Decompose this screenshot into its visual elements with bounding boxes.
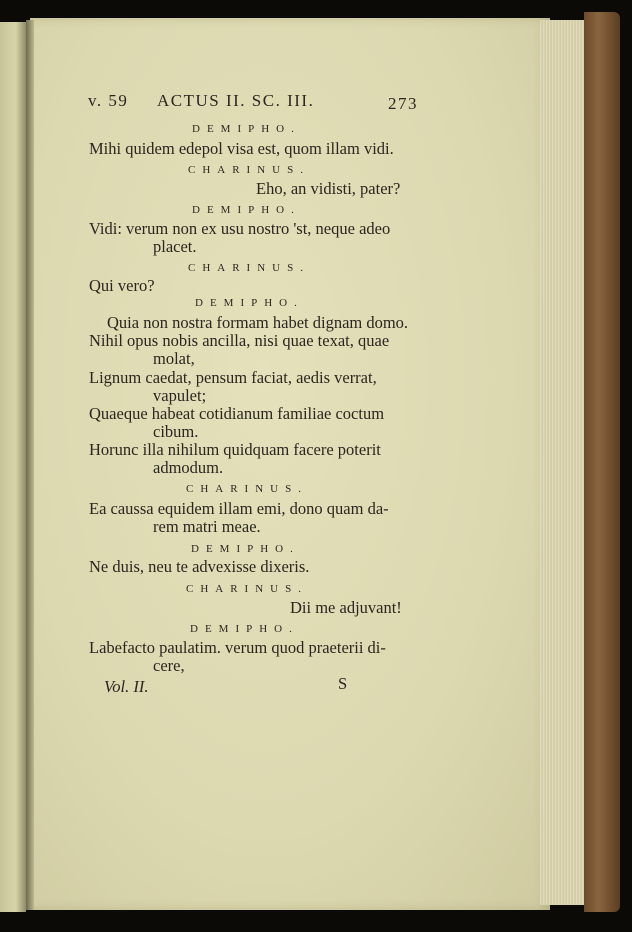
verse-line: admodum. — [153, 458, 224, 477]
speaker-label: DEMIPHO. — [190, 623, 299, 635]
verse-line: Lignum caedat, pensum faciat, aedis verrat, — [89, 368, 377, 387]
verse-line: placet. — [153, 237, 197, 256]
verse-line: Horunc illa nihilum quidquam facere poterit — [89, 440, 381, 459]
speaker-label: DEMIPHO. — [195, 297, 304, 309]
verse-number: v. 59 — [88, 91, 129, 110]
page-title: ACTUS II. SC. III. — [157, 91, 315, 110]
speaker-label: CHARINUS. — [186, 483, 308, 495]
verse-line: Vidi: verum non ex usu nostro 'st, neque adeo — [89, 219, 391, 238]
verse-line: vapulet; — [153, 386, 207, 405]
verse-line: Eho, an vidisti, pater? — [256, 179, 401, 198]
signature-mark: S — [338, 674, 348, 693]
verse-line: rem matri meae. — [153, 517, 261, 536]
verse-line: Quia non nostra formam habet dignam domo. — [107, 313, 409, 332]
speaker-label: DEMIPHO. — [192, 204, 301, 216]
verse-line: cere, — [153, 656, 185, 675]
verse-line: Mihi quidem edepol visa est, quom illam vidi. — [89, 139, 394, 158]
speaker-label: DEMIPHO. — [191, 543, 300, 555]
verse-line: Labefacto paulatim. verum quod praeterii di- — [89, 638, 386, 657]
speaker-label: CHARINUS. — [188, 262, 310, 274]
speaker-label: DEMIPHO. — [192, 123, 301, 135]
verse-line: molat, — [153, 349, 195, 368]
verse-line: Dii me adjuvant! — [290, 598, 402, 617]
speaker-label: CHARINUS. — [186, 583, 308, 595]
verse-line: Qui vero? — [89, 276, 155, 295]
verse-line: Ea caussa equidem illam emi, dono quam da- — [89, 499, 389, 518]
speaker-label: CHARINUS. — [188, 164, 310, 176]
verse-line: Quaeque habeat cotidianum familiae coctum — [89, 404, 385, 423]
verse-line: Nihil opus nobis ancilla, nisi quae texat, quae — [89, 331, 390, 350]
page-number: 273 — [388, 94, 418, 113]
verse-line: Ne duis, neu te advexisse dixeris. — [89, 557, 310, 576]
volume-label: Vol. II. — [104, 677, 149, 696]
verse-line: cibum. — [153, 422, 199, 441]
